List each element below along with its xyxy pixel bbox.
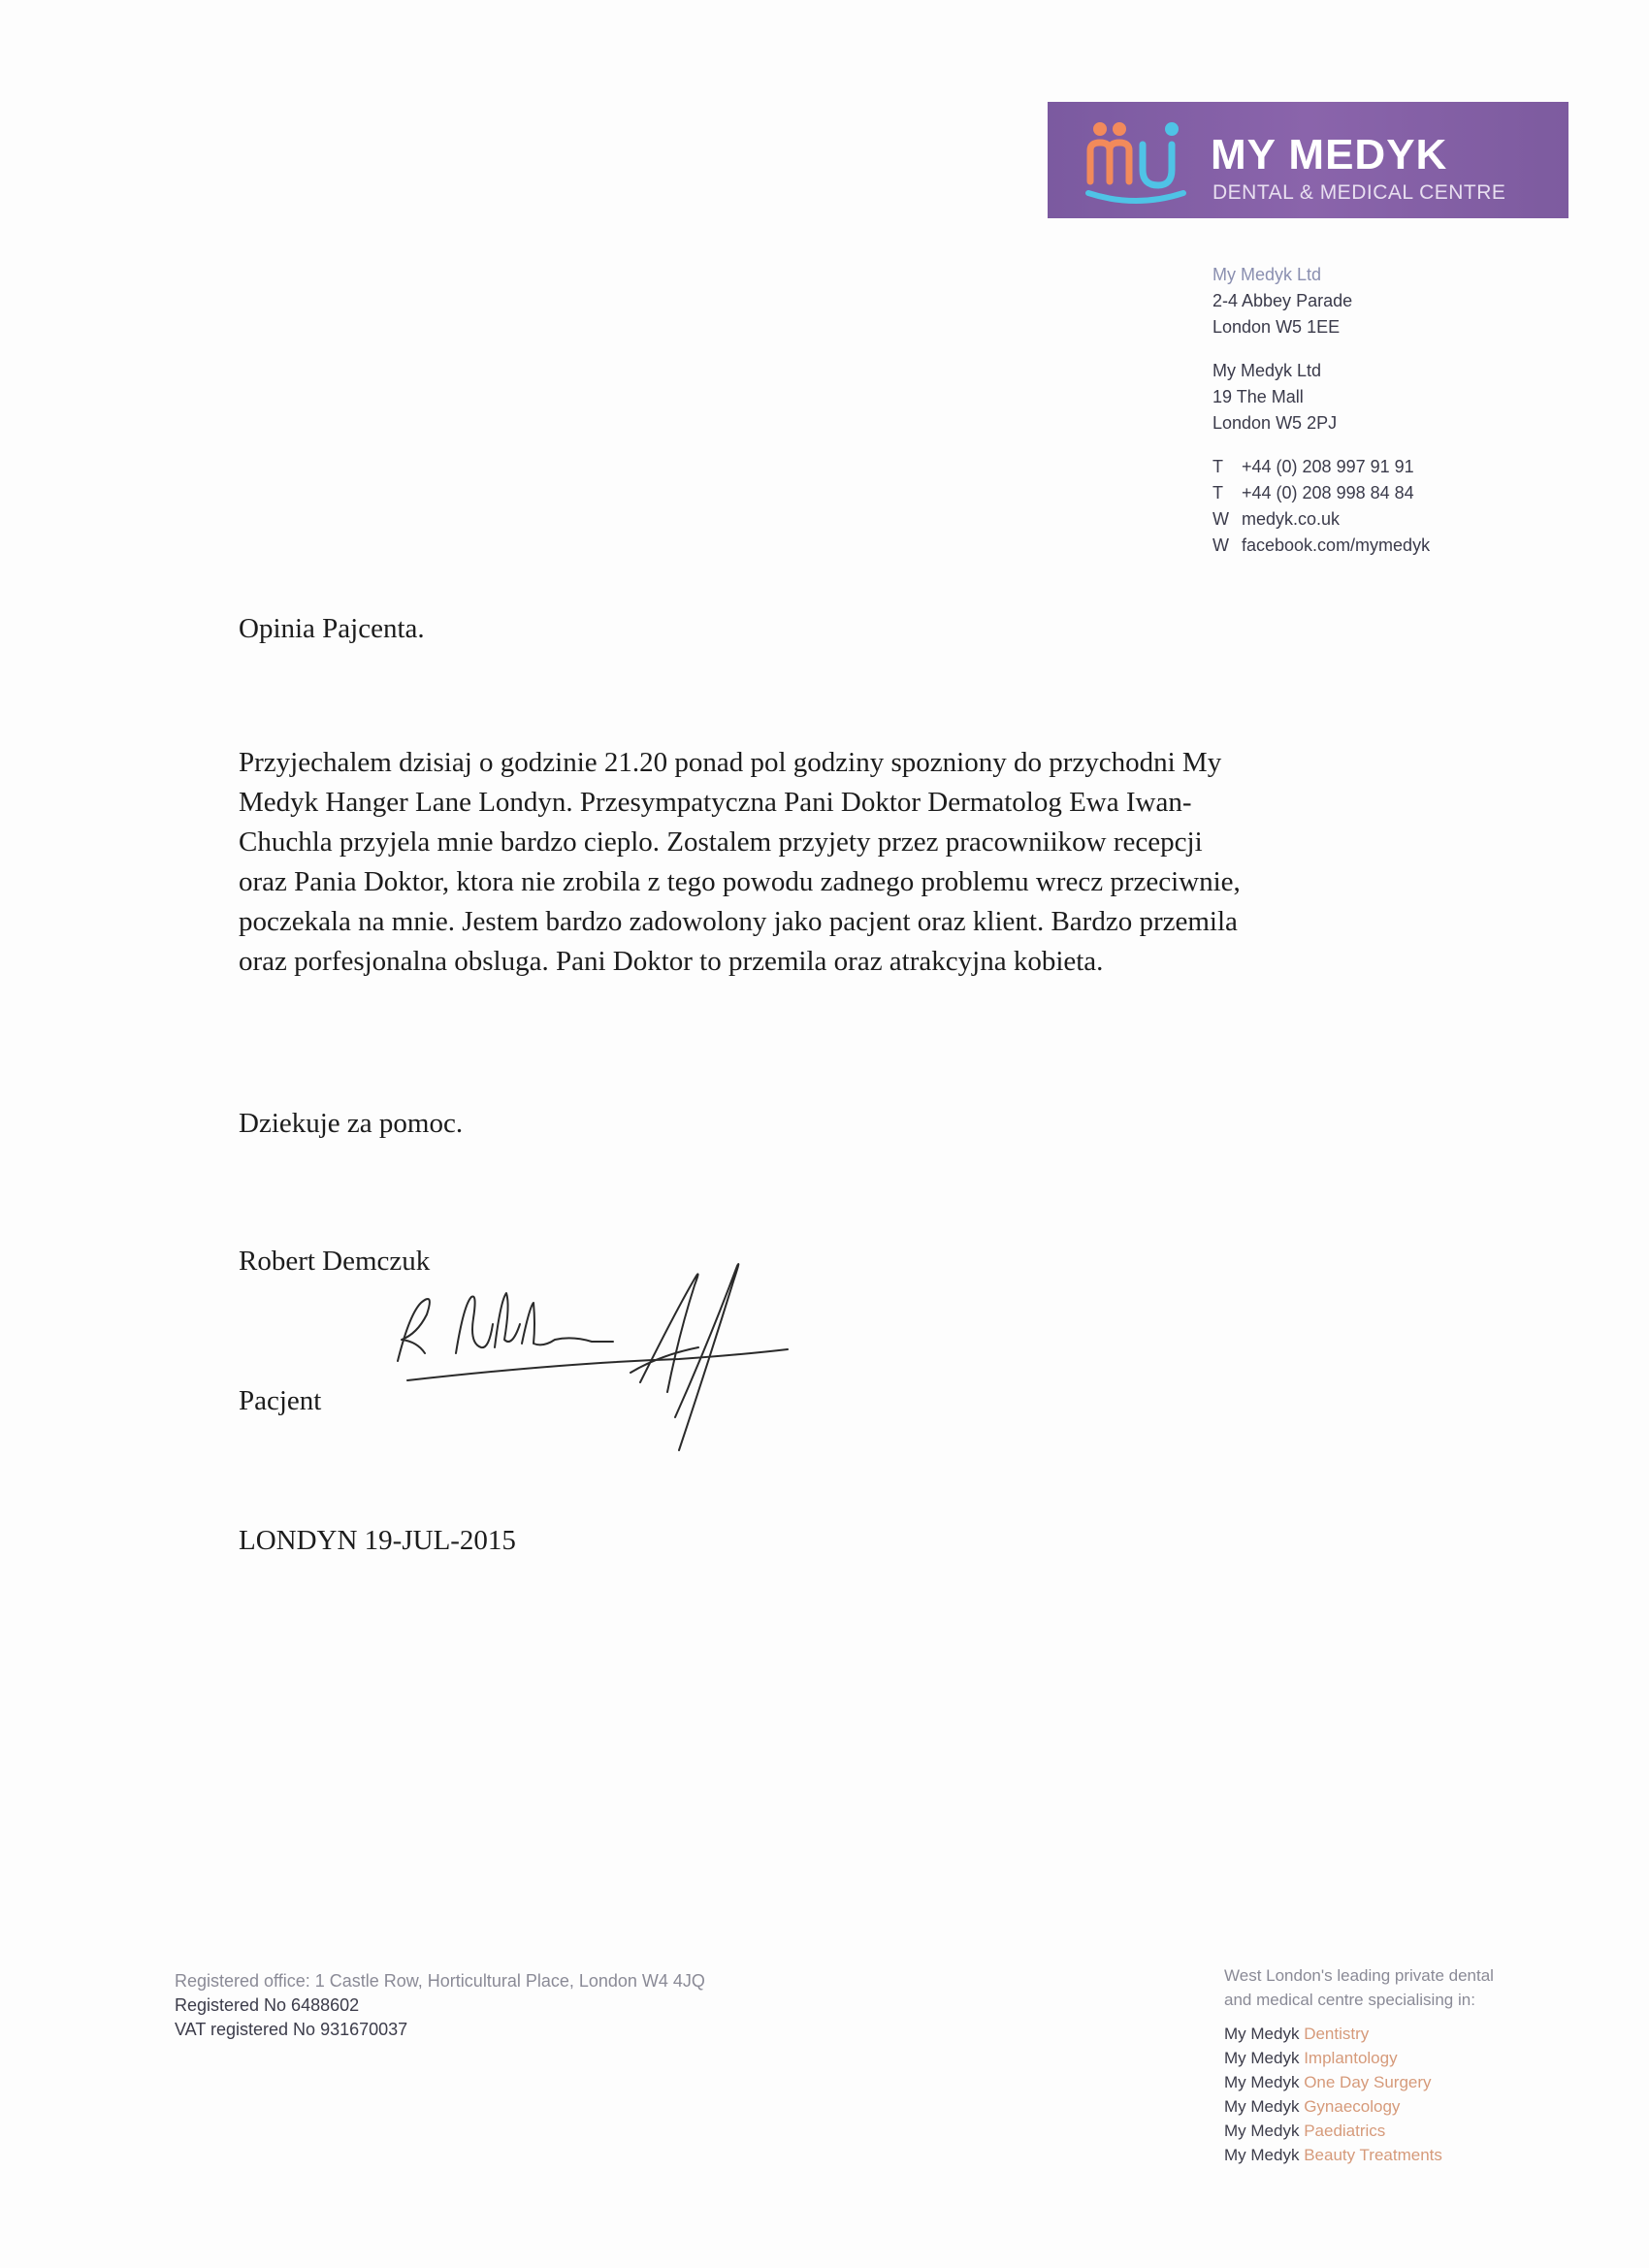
contact-facebook (1212, 533, 1430, 559)
body-line: Medyk Hanger Lane Londyn. Przesympatyczna Pani Doktor Dermatolog Ewa Iwan- (239, 787, 1192, 818)
specialty-one-day-surgery (1224, 2070, 1494, 2094)
contact-phone-1 (1212, 454, 1430, 480)
contact-key: T (1212, 483, 1223, 502)
registered-number: Registered No 6488602 (175, 1995, 360, 2015)
contact-key: T (1212, 457, 1223, 476)
address-line: London W5 2PJ (1212, 413, 1338, 433)
body-line: poczekala na mnie. Jestem bardzo zadowolony jako pacjent oraz klient. Bardzo przemila (239, 906, 1238, 937)
specialty-name: Paediatrics (1304, 2122, 1386, 2140)
address-block (1212, 262, 1430, 576)
address-line: My Medyk Ltd (1212, 361, 1322, 380)
office-address-2 (1212, 358, 1430, 437)
specialty-name: Dentistry (1304, 2025, 1370, 2043)
my-medyk-logo-icon (1083, 115, 1189, 205)
registered-office: Registered office: 1 Castle Row, Horticultural Place, London W4 4JQ (175, 1971, 705, 1991)
brand-logo-banner (1048, 102, 1568, 218)
contact-key: W (1212, 535, 1229, 555)
contact-list (1212, 454, 1430, 559)
specialties-block (1224, 1963, 1494, 2167)
specialty-prefix: My Medyk (1224, 2097, 1300, 2116)
handwritten-signature (388, 1247, 795, 1455)
signer-name: Robert Demczuk (239, 1246, 431, 1277)
body-line: Przyjechalem dzisiaj o godzinie 21.20 ponad pol godziny spozniony do przychodni My (239, 747, 1222, 778)
intro-line: and medical centre specialising in: (1224, 1991, 1475, 2009)
contact-value: +44 (0) 208 998 84 84 (1242, 483, 1414, 502)
specialty-prefix: My Medyk (1224, 2025, 1300, 2043)
specialty-dentistry (1224, 2022, 1494, 2046)
signer-role: Pacjent (239, 1385, 322, 1416)
contact-value: medyk.co.uk (1242, 509, 1341, 529)
contact-value: facebook.com/mymedyk (1242, 535, 1431, 555)
registration-info (175, 1969, 705, 2042)
contact-key: W (1212, 509, 1229, 529)
office-address-1 (1212, 262, 1430, 340)
brand-name: MY MEDYK (1211, 131, 1448, 178)
specialty-beauty-treatments (1224, 2143, 1494, 2167)
letter-heading: Opinia Pajcenta. (239, 613, 425, 644)
body-line: Chuchla przyjela mnie bardzo cieplo. Zostalem przyjety przez pracowniikow recepcji (239, 826, 1203, 858)
body-line: oraz Pania Doktor, ktora nie zrobila z tego powodu zadnego problemu wrecz przeciwnie, (239, 866, 1241, 897)
specialty-name: One Day Surgery (1304, 2073, 1432, 2091)
specialty-name: Implantology (1304, 2049, 1398, 2067)
address-line: My Medyk Ltd (1212, 265, 1322, 284)
specialty-name: Gynaecology (1304, 2097, 1401, 2116)
specialty-implantology (1224, 2046, 1494, 2070)
letter-body (239, 743, 1422, 982)
contact-website (1212, 506, 1430, 533)
contact-value: +44 (0) 208 997 91 91 (1242, 457, 1414, 476)
brand-subtitle: DENTAL & MEDICAL CENTRE (1212, 181, 1506, 204)
contact-phone-2 (1212, 480, 1430, 506)
specialty-name: Beauty Treatments (1304, 2146, 1442, 2164)
vat-number: VAT registered No 931670037 (175, 2020, 408, 2039)
specialty-prefix: My Medyk (1224, 2146, 1300, 2164)
address-line: 2-4 Abbey Parade (1212, 291, 1353, 310)
specialty-prefix: My Medyk (1224, 2073, 1300, 2091)
letter-thanks: Dziekuje za pomoc. (239, 1108, 464, 1139)
specialty-prefix: My Medyk (1224, 2049, 1300, 2067)
body-line: oraz porfesjonalna obsluga. Pani Doktor to przemila oraz atrakcyjna kobieta. (239, 946, 1104, 977)
intro-line: West London's leading private dental (1224, 1966, 1494, 1985)
address-line: 19 The Mall (1212, 387, 1304, 406)
specialties-intro (1224, 1963, 1494, 2012)
letter-date: LONDYN 19-JUL-2015 (239, 1525, 516, 1556)
address-line: London W5 1EE (1212, 317, 1341, 337)
specialty-prefix: My Medyk (1224, 2122, 1300, 2140)
specialty-paediatrics (1224, 2119, 1494, 2143)
specialty-gynaecology (1224, 2094, 1494, 2119)
